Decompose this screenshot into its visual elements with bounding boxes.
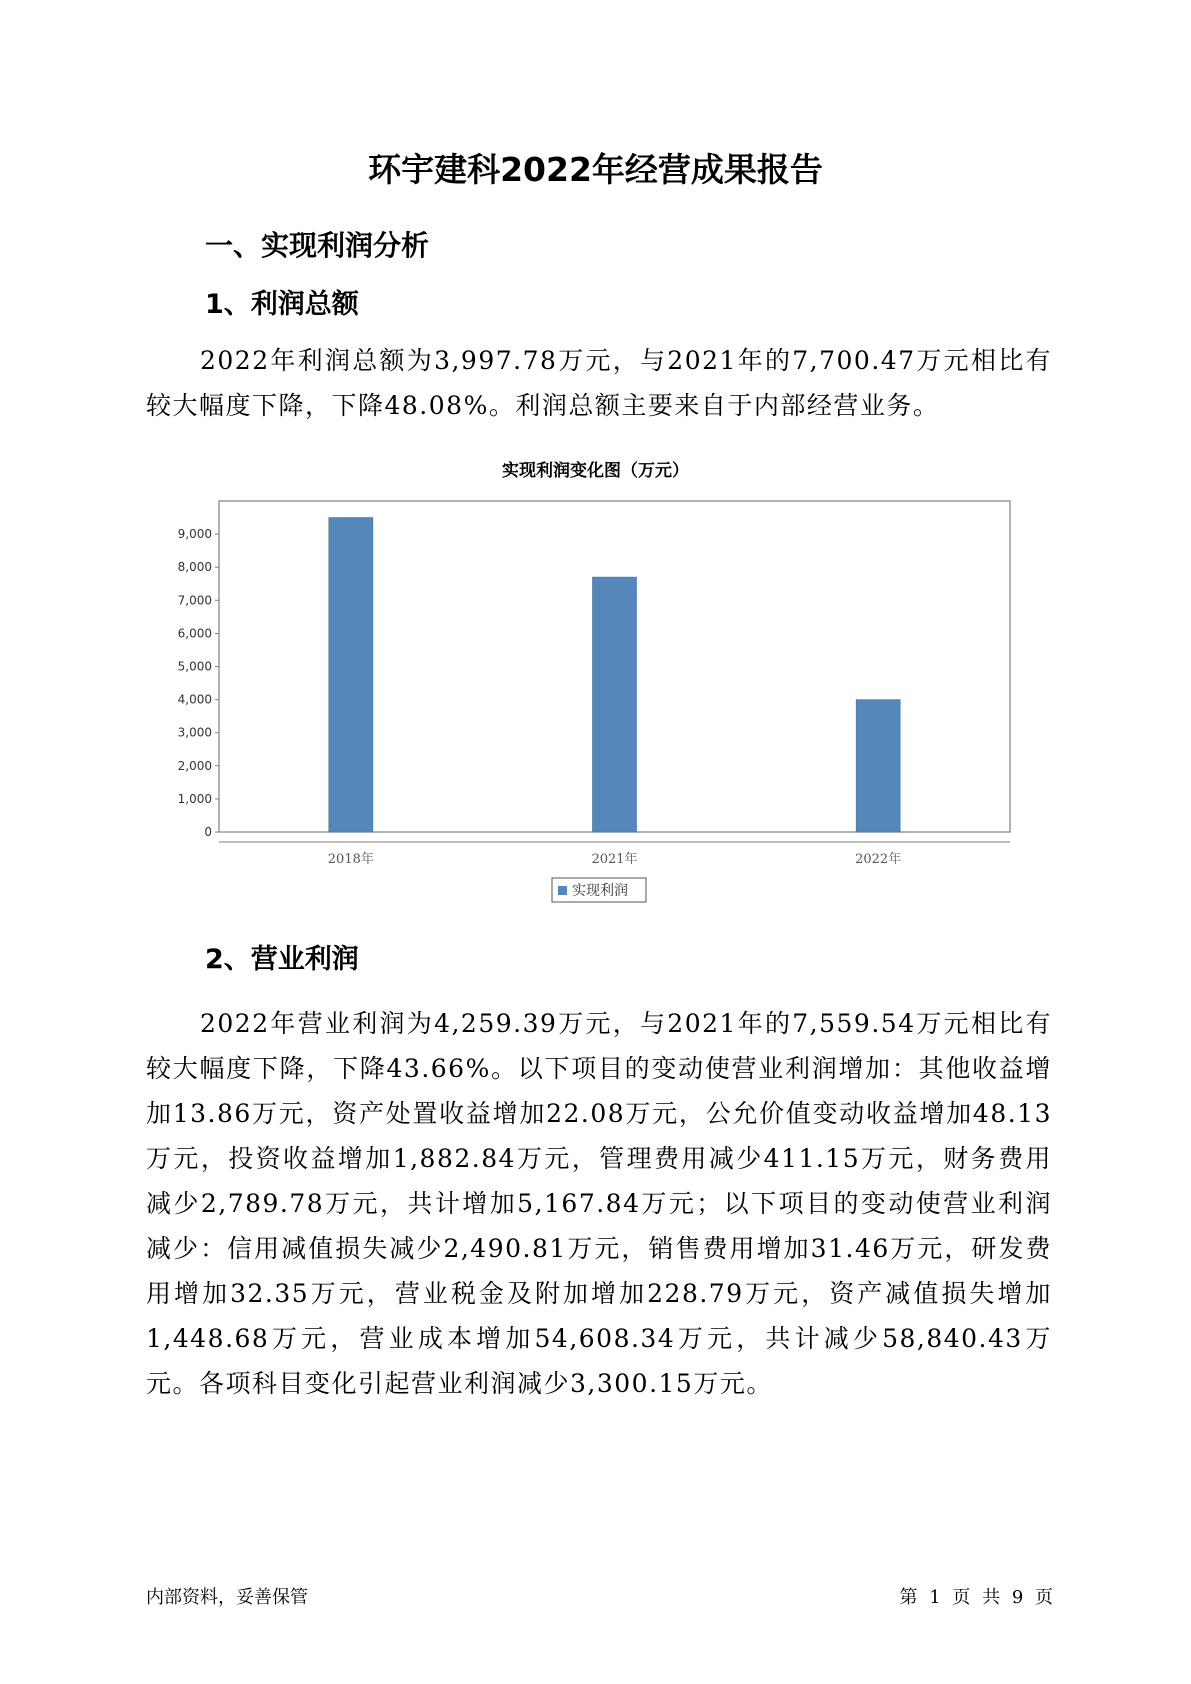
y-tick-label: 9,000 [177,527,212,542]
chart-title: 实现利润变化图（万元） [502,461,689,481]
footer-confidential-note: 内部资料，妥善保管 [146,1587,308,1608]
y-tick-label: 3,000 [177,725,212,740]
x-tick-label: 2021年 [591,852,638,867]
x-tick-label: 2022年 [855,852,902,867]
y-tick-label: 6,000 [177,626,212,641]
chart-legend [552,878,646,902]
y-tick-label: 2,000 [177,758,212,773]
total-profit-paragraph: 2022年利润总额为3,997.78万元，与2021年的7,700.47万元相比有较大幅度下降，下降48.08%。利润总额主要来自于内部经营业务。 [146,346,1052,420]
y-tick-label: 8,000 [177,560,212,575]
report-title: 环宇建科2022年经营成果报告 [368,150,823,189]
operating-profit-paragraph: 2022年营业利润为4,259.39万元，与2021年的7,559.54万元相比有较大幅度下降，下降43.66%。以下项目的变动使营业利润增加：其他收益增加13.86万元，资产处置收益增加22.08万元，公允价值变动收益增加48.13万元，投资收益增加1,882.84万元，管理费用减少411.15万元，财务费用减少2,789.78万元，共计增加5,167.84万元；以下项目的变动使营业利润减少：信用减值损失减少2,490.81万元，销售费用增加31.46万元，研发费用增加32.35万元，营业税金及附加增加228.79万元，资产减值损失增加1,448.68万元，营业成本增加54,608.34万元，共计减少58,840.43万元。各项科目变化引起营业利润减少3,300.15万元。 [146,1009,1052,1398]
x-tick-label: 2018年 [327,852,374,867]
y-tick-label: 7,000 [177,593,212,608]
subsection-heading-operating-profit: 2、营业利润 [205,944,359,975]
y-tick-label: 1,000 [177,791,212,806]
section-heading-profit-analysis: 一、实现利润分析 [205,229,430,262]
legend-label: 实现利润 [572,883,628,899]
bar-2 [593,577,637,832]
subsection-heading-total-profit: 1、利润总额 [205,289,359,320]
bar-3 [856,700,900,832]
y-tick-label: 5,000 [177,659,212,674]
footer-page-number: 第 1 页 共 9 页 [899,1587,1053,1608]
y-tick-label: 4,000 [177,692,212,707]
y-tick-label: 0 [204,825,212,839]
bar-1 [329,518,373,832]
legend-swatch [558,886,567,895]
